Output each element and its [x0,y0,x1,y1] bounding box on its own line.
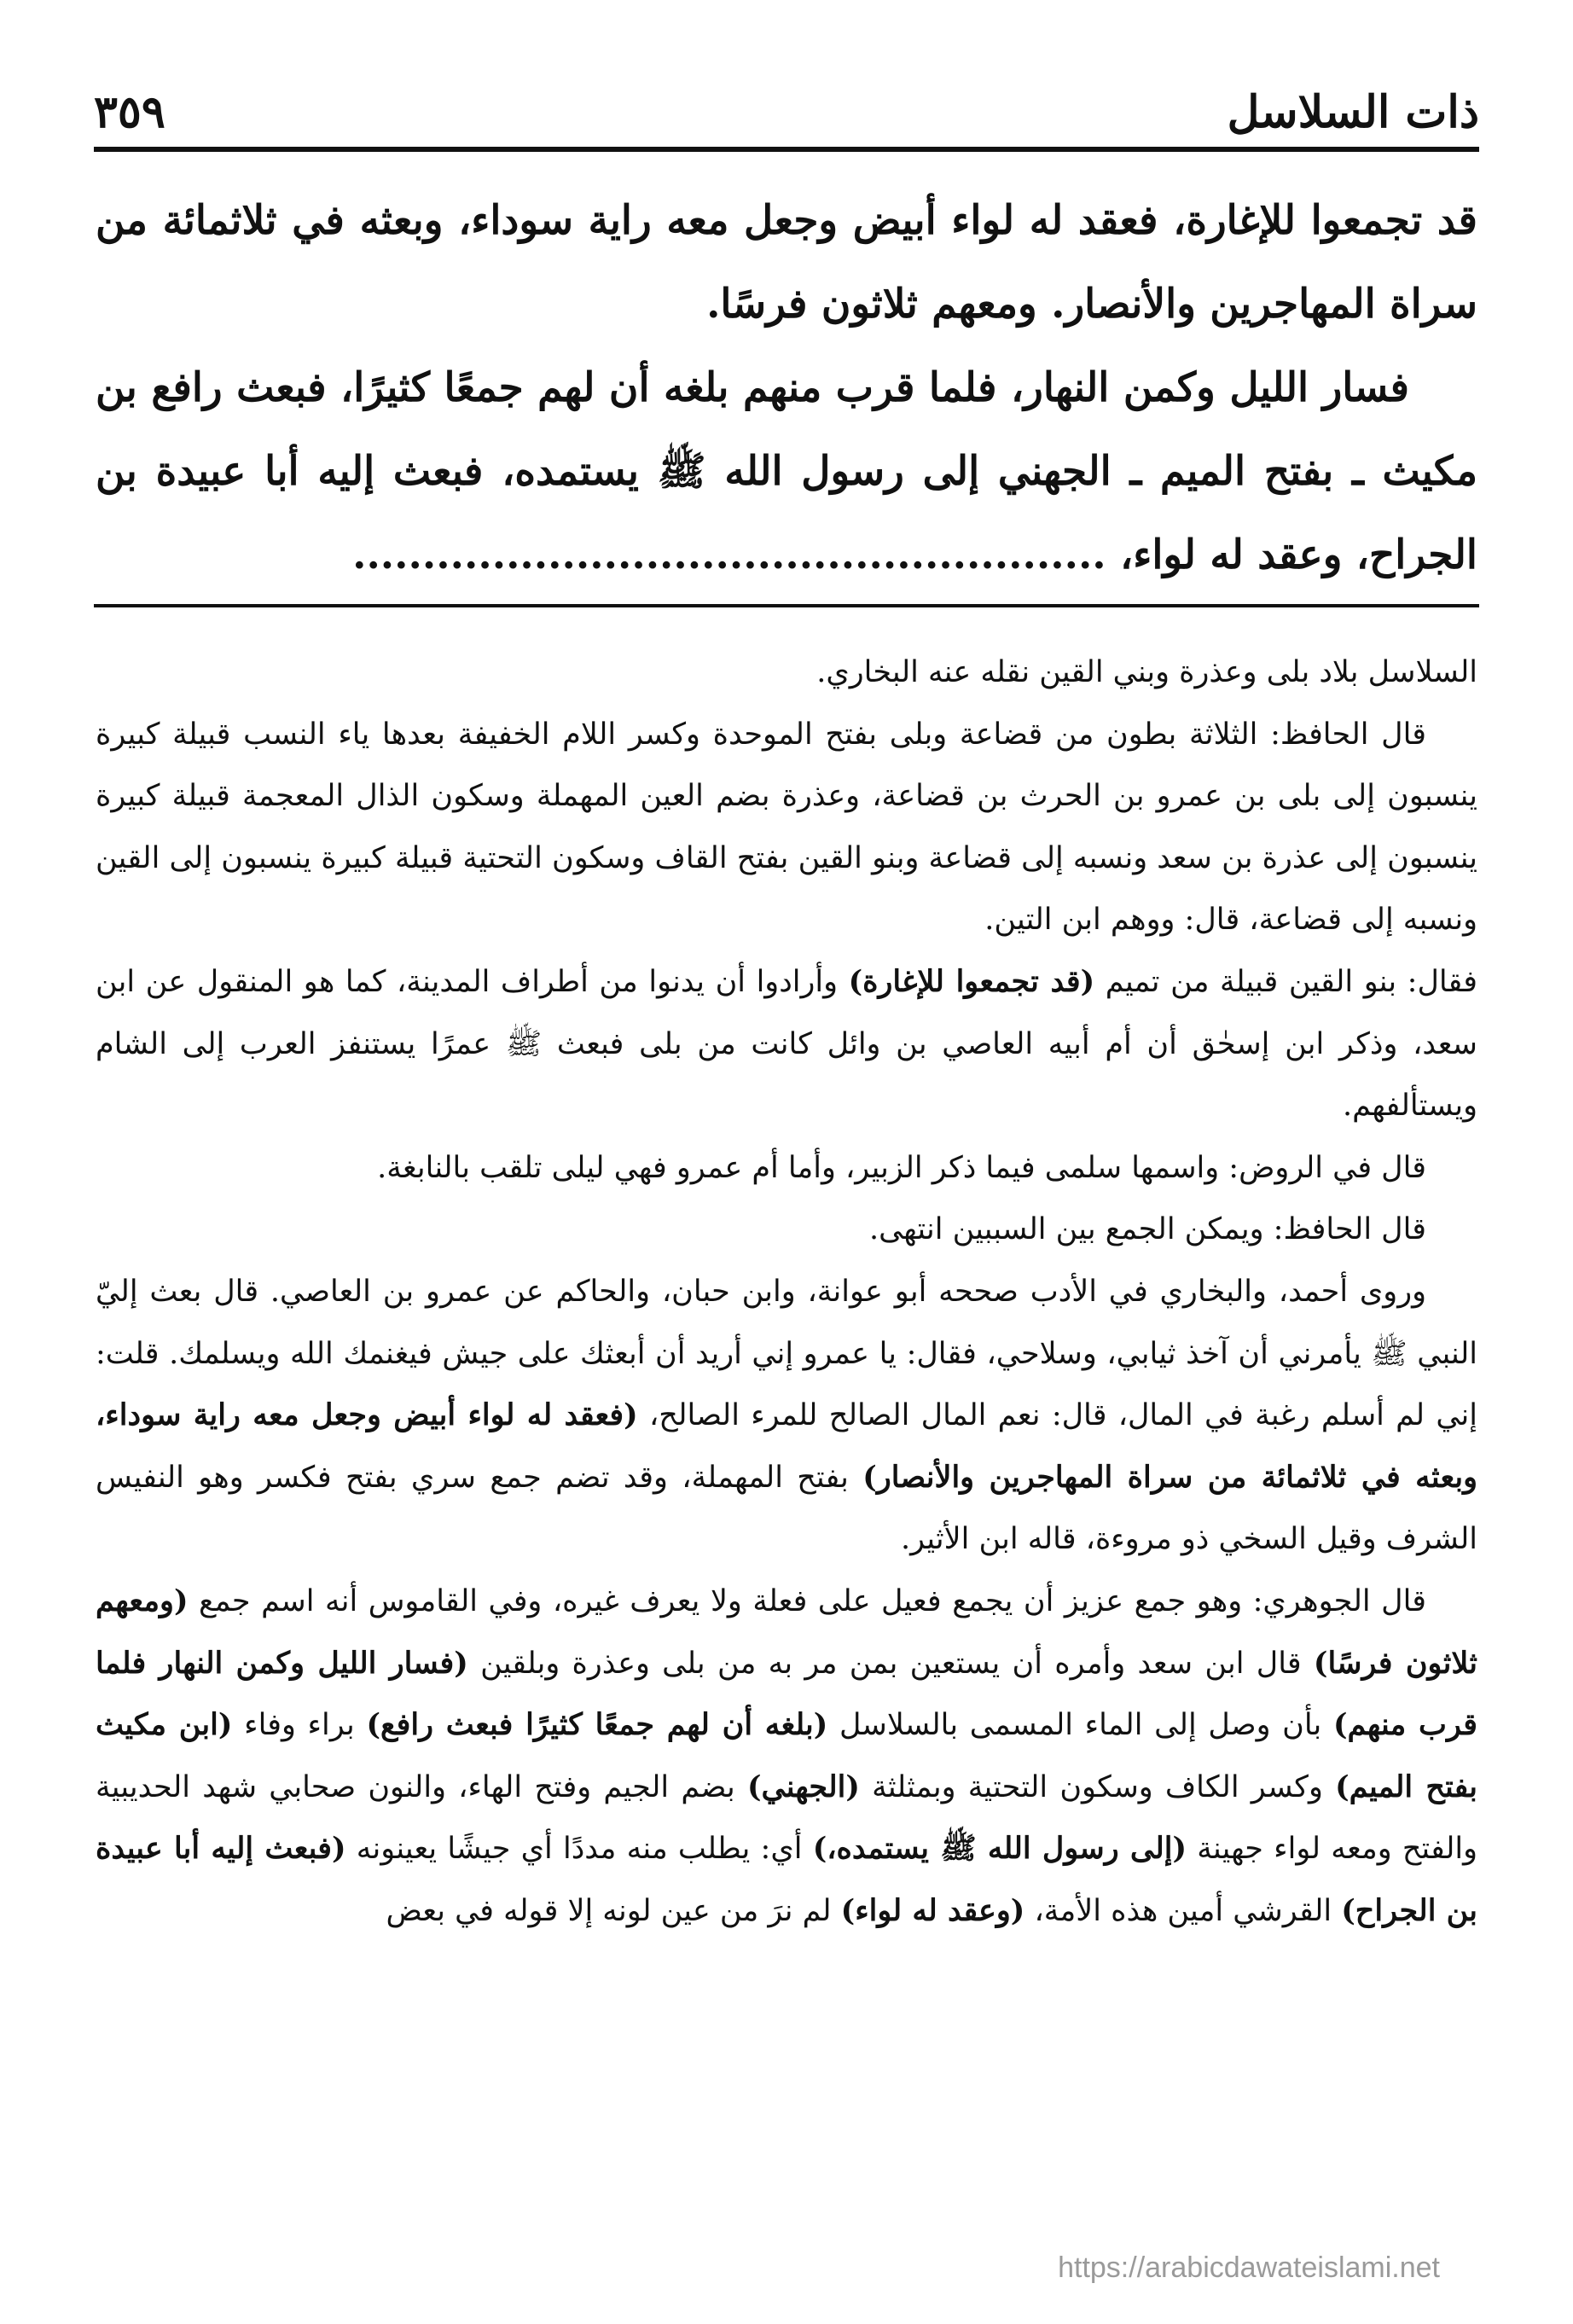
quoted-text: (وعقد له لواء) [840,1892,1025,1928]
commentary-paragraph-4: قال في الروض: واسمها سلمى فيما ذكر الزبير، وأما أم عمرو فهي ليلى تلقب بالنابغة. [377,1150,1426,1185]
commentary-text-run: القرشي أمين هذه الأمة، [1024,1893,1342,1928]
commentary-text-run: وكسر الكاف وسكون التحتية وبمثلثة [859,1769,1336,1804]
commentary-text [96,642,1477,1942]
commentary-text-run: قال ابن سعد وأمره أن يستعين بمن مر به من بلى وعذرة وبلقين [467,1646,1314,1681]
footnote-divider [94,604,1479,607]
ellipsis-dots: ...................................................... [352,532,1106,578]
watermark-url: https://arabicdawateislami.net [1058,2251,1440,2284]
commentary-paragraph-5: قال الحافظ: ويمكن الجمع بين السببين انتهى. [868,1212,1426,1247]
quoted-text: (ومعهم ثلاثون فرسًا) [96,1583,1478,1681]
commentary-text-run: لم نرَ من عين لونه إلا قوله في بعض [386,1893,841,1928]
main-paragraph-2-text: فسار الليل وكمن النهار، فلما قرب منهم بلغه أن لهم جمعًا كثيرًا، فبعث رافع بن مكيث ـ بفتح الميم ـ الجهني إلى رسول الله ﷺ يستمده، فبعث إليه أبا عبيدة بن الجراح، وعقد له لواء، [96,364,1477,578]
commentary-paragraph-1: السلاسل بلاد بلى وعذرة وبني القين نقله عنه البخاري. [816,655,1477,689]
page-number: ٣٥٩ [94,86,165,138]
quoted-text: (ابن مكيث بفتح الميم) [96,1707,1478,1804]
commentary-text-run: بفتح المهملة، وقد تضم جمع سري بفتح فكسر وهو النفيس الشرف وقيل السخي ذو مروءة، قاله ابن الأثير. [96,1460,1477,1557]
commentary-text-run: بأن وصل إلى الماء المسمى بالسلاسل [827,1708,1333,1743]
quoted-text: (بلغه أن لهم جمعًا كثيرًا فبعث رافع) [366,1707,828,1743]
commentary-text-run: أي: يطلب منه مددًا أي جيشًا يعينونه [345,1832,813,1867]
page-header [94,78,1479,152]
running-title: ذات السلاسل [1227,86,1479,138]
quoted-text: (قد تجمعوا للإغارة) [848,963,1095,999]
quoted-text: (فبعث إليه أبا عبيدة بن الجراح) [96,1831,1477,1928]
quoted-text: (فعقد له لواء أبيض وجعل معه راية سوداء، وبعثه في ثلاثمائة من سراة المهاجرين والأنصار) [96,1397,1477,1495]
commentary-text-run: وروى أحمد، والبخاري في الأدب صححه أبو عوانة، وابن حبان، والحاكم عن عمرو بن العاصي. قال بعث إليّ النبي ﷺ يأمرني أن آخذ ثيابي، وسلاحي، فقال: يا عمرو إني أريد أن أبعثك على جيش فيغنمك الله ويسلمك. قلت: إني لم أسلم رغبة في المال، قال: نعم المال الصالح للمرء الصالح، [96,1274,1477,1433]
commentary-text-run: قال الجوهري: وهو جمع عزيز أن يجمع فعيل على فعلة ولا يعرف غيره، وفي القاموس أنه اسم جمع [188,1583,1426,1618]
commentary-text-run: فقال: بنو القين قبيلة من تميم [1094,964,1477,999]
commentary-text-run: براء وفاء [232,1708,367,1743]
main-text [96,179,1477,597]
commentary-text-run: بضم الجيم وفتح الهاء، والنون صحابي شهد الحديبية والفتح ومعه لواء جهينة [96,1769,1477,1867]
commentary-paragraph-2: قال الحافظ: الثلاثة بطون من قضاعة وبلى بفتح الموحدة وكسر اللام الخفيفة بعدها ياء النسب قبيلة كبيرة ينسبون إلى بلى بن عمرو بن الحرث بن قضاعة، وعذرة بضم العين المهملة وسكون الذال المعجمة قبيلة كبيرة ينسبون إلى عذرة بن سعد ونسبه إلى قضاعة وبنو القين بفتح القاف وسكون التحتية قبيلة كبيرة ينسبون إلى القين ونسبه إلى قضاعة، قال: ووهم ابن التين. [96,717,1477,938]
main-paragraph-1: قد تجمعوا للإغارة، فعقد له لواء أبيض وجعل معه راية سوداء، وبعثه في ثلاثمائة من سراة المهاجرين والأنصار. ومعهم ثلاثون فرسًا. [96,197,1477,328]
main-paragraph-2 [96,346,1477,597]
quoted-text: (إلى رسول الله ﷺ يستمده،) [812,1831,1187,1867]
commentary-text-run: وأرادوا أن يدنوا من أطراف المدينة، كما هو المنقول عن ابن سعد، وذكر ابن إسحٰق أن أم أبيه العاصي بن وائل كانت من بلى فبعث ﷺ عمرًا يستنفز العرب إلى الشام ويستألفهم. [96,964,1477,1124]
quoted-text: (فسار الليل وكمن النهار فلما قرب منهم) [96,1645,1478,1743]
commentary-paragraph-7 [96,1571,1477,1943]
quoted-text: (الجهني) [746,1769,860,1804]
commentary-paragraph-3 [96,951,1477,1137]
commentary-paragraph-6 [96,1261,1477,1571]
